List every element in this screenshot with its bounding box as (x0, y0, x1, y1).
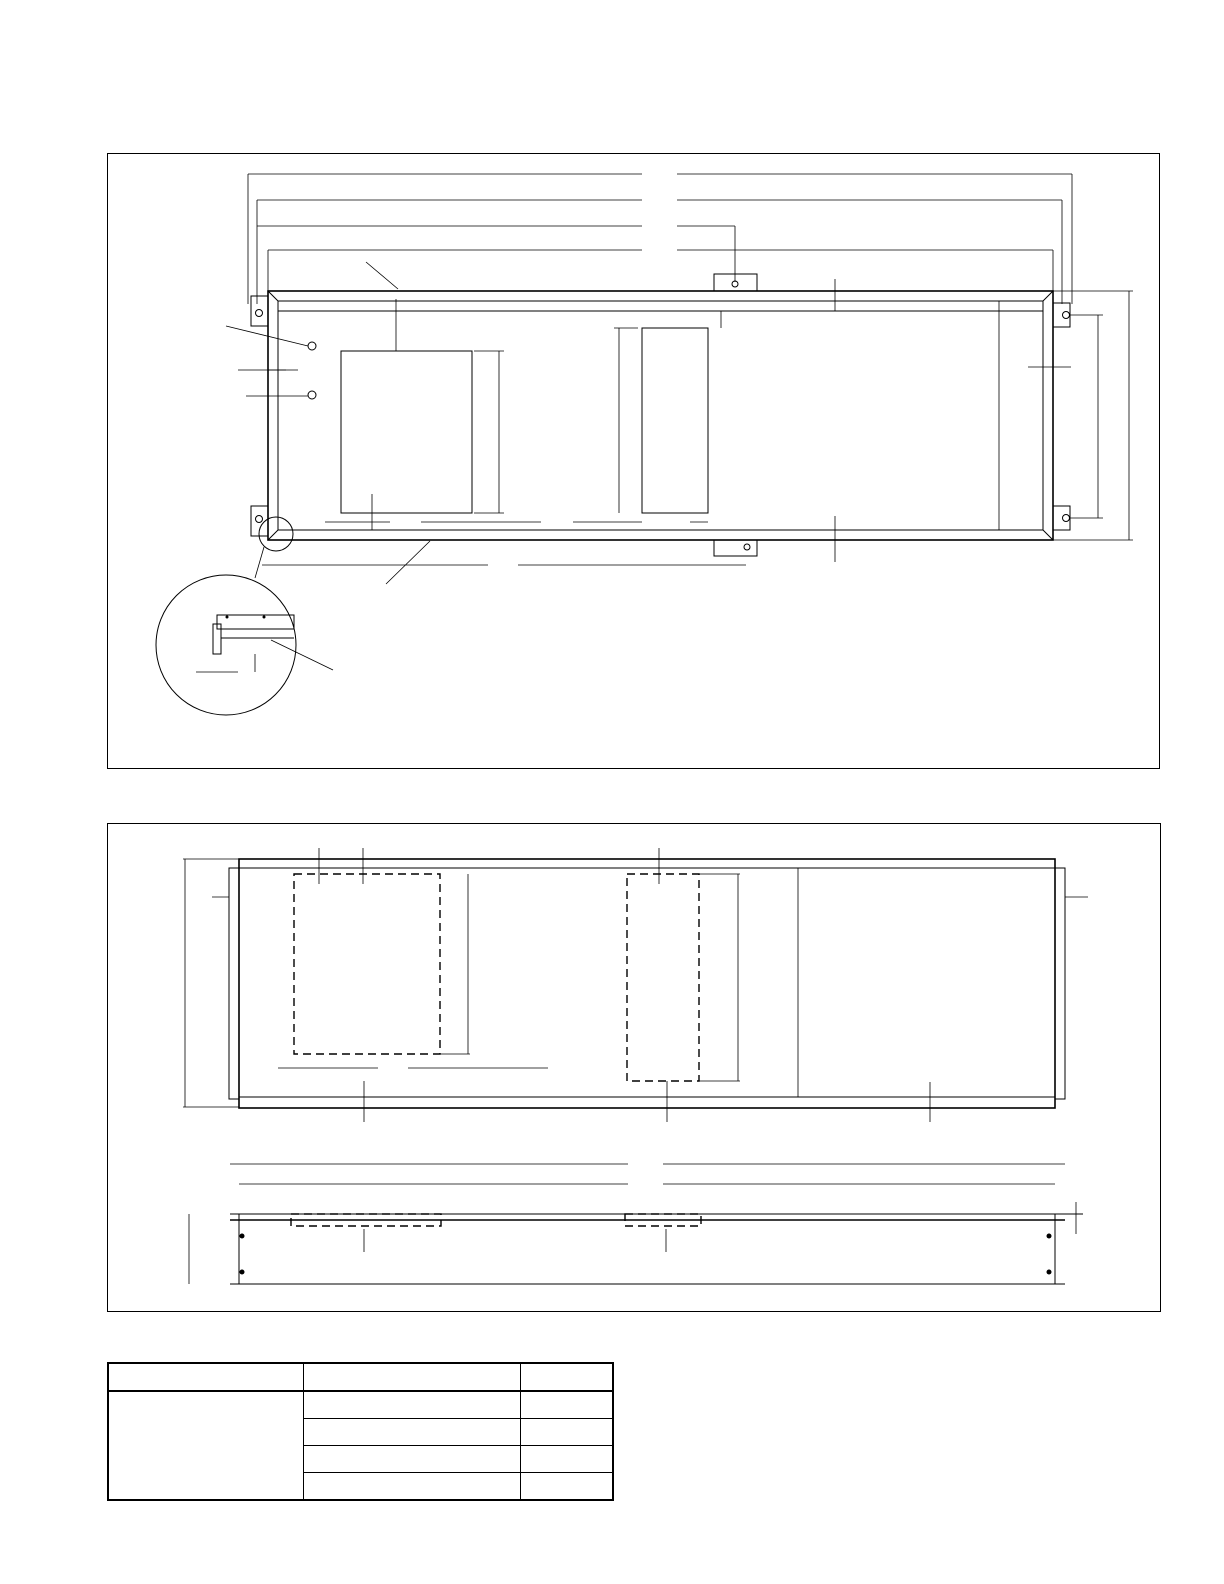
table-cell (304, 1473, 521, 1501)
table-row (108, 1391, 613, 1419)
table-header-cell (108, 1363, 304, 1391)
top-view-drawing (108, 154, 1161, 770)
bottom-plan-frame (183, 859, 1088, 1108)
top-view-panel (107, 153, 1160, 769)
table-header-cell (521, 1363, 614, 1391)
openings (308, 328, 708, 513)
mounting-tabs (251, 274, 1070, 556)
table-cell (108, 1391, 304, 1500)
bottom-view-drawing (108, 824, 1162, 1313)
table-cell (521, 1473, 614, 1501)
table-cell (304, 1446, 521, 1473)
table-cell (521, 1391, 614, 1419)
table-cell (521, 1446, 614, 1473)
spec-table (107, 1362, 614, 1501)
table-header-row (108, 1363, 613, 1391)
overall-dimension-lines (248, 174, 1072, 304)
internal-dimension-lines (325, 279, 1133, 562)
detail-callout (156, 517, 333, 715)
leader-lines (226, 262, 746, 584)
table-cell (304, 1391, 521, 1419)
table-header-cell (304, 1363, 521, 1391)
bottom-elevation (189, 1164, 1083, 1284)
table-cell (521, 1419, 614, 1446)
bottom-plan-openings (278, 848, 930, 1122)
bottom-view-panel (107, 823, 1161, 1312)
table-cell (304, 1419, 521, 1446)
